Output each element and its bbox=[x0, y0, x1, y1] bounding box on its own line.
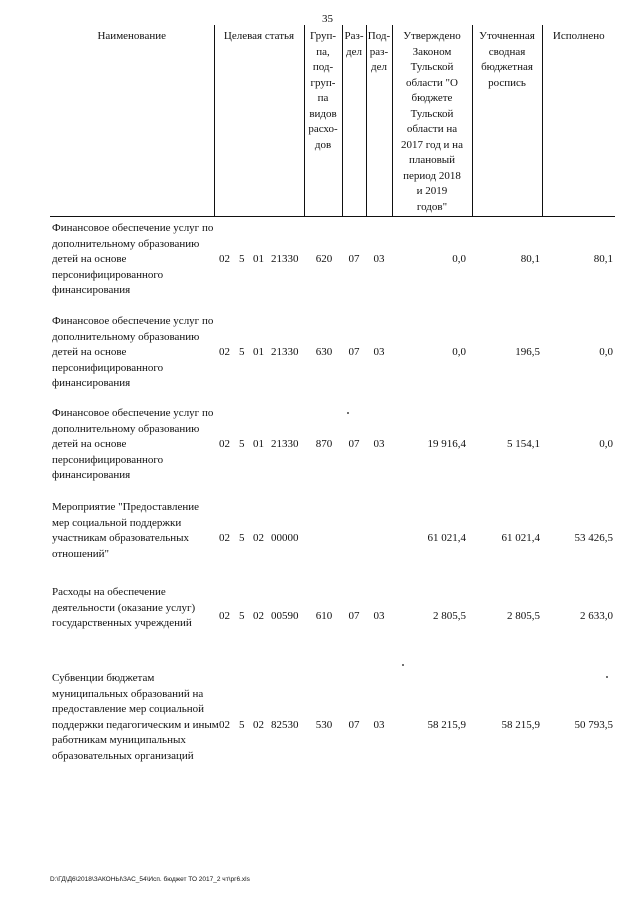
row-executed: 0,0 bbox=[599, 346, 613, 358]
row-approved: 61 021,4 bbox=[427, 532, 466, 544]
table-row: Мероприятие "Предоставление мер социальной поддержки участникам образовательных отношений" 02 5 02 00000 61 021,4 61 021,4 53 426,5 bbox=[52, 500, 617, 578]
row-group: 870 bbox=[315, 438, 333, 450]
row-revised: 2 805,5 bbox=[507, 610, 540, 622]
row-subsection: 03 bbox=[373, 719, 385, 731]
row-executed: 80,1 bbox=[593, 253, 613, 265]
header-revised: Уточненная сводная бюджетная роспись bbox=[472, 25, 542, 217]
row-approved: 2 805,5 bbox=[433, 610, 466, 622]
row-name: Субвенции бюджетам муниципальных образований на предоставление мер социальной поддержки педагогическим и иным работникам муниципальных образовательных организаций bbox=[52, 672, 219, 762]
row-section: 07 bbox=[348, 719, 360, 731]
table-row: Финансовое обеспечение услуг по дополнительному образованию детей на основе персонифицированного финансирования 02 5 01 21330 870 07 03 19 916,4 5 154,1 0,0 bbox=[52, 406, 617, 484]
header-subsection: Под- раз- дел bbox=[366, 25, 392, 217]
header-expense-group: Груп- па, под- груп- па видов расхо- дов bbox=[304, 25, 342, 217]
row-section: 07 bbox=[348, 346, 360, 358]
row-executed: 53 426,5 bbox=[574, 532, 613, 544]
row-name: Финансовое обеспечение услуг по дополнительному образованию детей на основе персонифицированного финансирования bbox=[52, 222, 214, 296]
header-approved: Утверждено Законом Тульской области "О бюджете Тульской области на 2017 год и на плановый период 2018 и 2019 годов" bbox=[392, 25, 472, 217]
row-subsection: 03 bbox=[373, 438, 385, 450]
row-approved: 0,0 bbox=[452, 253, 466, 265]
scan-speck bbox=[606, 676, 608, 678]
file-path-footer: D:\ГД\Д6\2018\ЗАКОНЫ\ЗАС_54\Исп. бюджет ТО 2017_2 чт\рг6.xls bbox=[50, 876, 250, 883]
row-subsection: 03 bbox=[373, 346, 385, 358]
table-row: Финансовое обеспечение услуг по дополнительному образованию детей на основе персонифицированного финансирования 02 5 01 21330 620 07 03 0,0 80,1 80,1 bbox=[52, 221, 617, 299]
scan-speck bbox=[347, 412, 349, 414]
row-section: 07 bbox=[348, 610, 360, 622]
row-revised: 196,5 bbox=[515, 346, 540, 358]
row-revised: 5 154,1 bbox=[507, 438, 540, 450]
row-group: 630 bbox=[315, 346, 333, 358]
row-revised: 58 215,9 bbox=[501, 719, 540, 731]
row-section: 07 bbox=[348, 253, 360, 265]
row-subsection: 03 bbox=[373, 253, 385, 265]
header-section: Раз- дел bbox=[342, 25, 366, 217]
row-approved: 19 916,4 bbox=[427, 438, 466, 450]
row-name: Расходы на обеспечение деятельности (оказание услуг) государственных учреждений bbox=[52, 586, 196, 629]
row-executed: 50 793,5 bbox=[574, 719, 613, 731]
row-executed: 0,0 bbox=[599, 438, 613, 450]
header-target-article: Целевая статья bbox=[214, 25, 304, 217]
table-row: Финансовое обеспечение услуг по дополнительному образованию детей на основе персонифицированного финансирования 02 5 01 21330 630 07 03 0,0 196,5 0,0 bbox=[52, 314, 617, 392]
row-revised: 80,1 bbox=[520, 253, 540, 265]
header-name: Наименование bbox=[50, 25, 214, 217]
row-name: Финансовое обеспечение услуг по дополнительному образованию детей на основе персонифицированного финансирования bbox=[52, 315, 214, 389]
header-executed: Исполнено bbox=[542, 25, 615, 217]
row-group: 610 bbox=[315, 610, 333, 622]
table-header bbox=[50, 25, 615, 217]
table-row: Расходы на обеспечение деятельности (оказание услуг) государственных учреждений 02 5 02 00590 610 07 03 2 805,5 2 805,5 2 633,0 bbox=[52, 585, 617, 649]
table-row: Субвенции бюджетам муниципальных образований на предоставление мер социальной поддержки педагогическим и иным работникам муниципальных образовательных организаций 02 5 02 82530 530 07 03 58 215,9 58 215,9 50 793,5 bbox=[52, 671, 617, 781]
page-number: 35 bbox=[322, 13, 333, 25]
row-section: 07 bbox=[348, 438, 360, 450]
scan-speck bbox=[402, 664, 404, 666]
row-revised: 61 021,4 bbox=[501, 532, 540, 544]
row-approved: 0,0 bbox=[452, 346, 466, 358]
row-name: Мероприятие "Предоставление мер социальной поддержки участникам образовательных отношений" bbox=[52, 501, 200, 560]
row-name: Финансовое обеспечение услуг по дополнительному образованию детей на основе персонифицированного финансирования bbox=[52, 407, 214, 481]
row-executed: 2 633,0 bbox=[580, 610, 613, 622]
row-group: 530 bbox=[315, 719, 333, 731]
row-approved: 58 215,9 bbox=[427, 719, 466, 731]
row-subsection: 03 bbox=[373, 610, 385, 622]
row-group: 620 bbox=[315, 253, 333, 265]
